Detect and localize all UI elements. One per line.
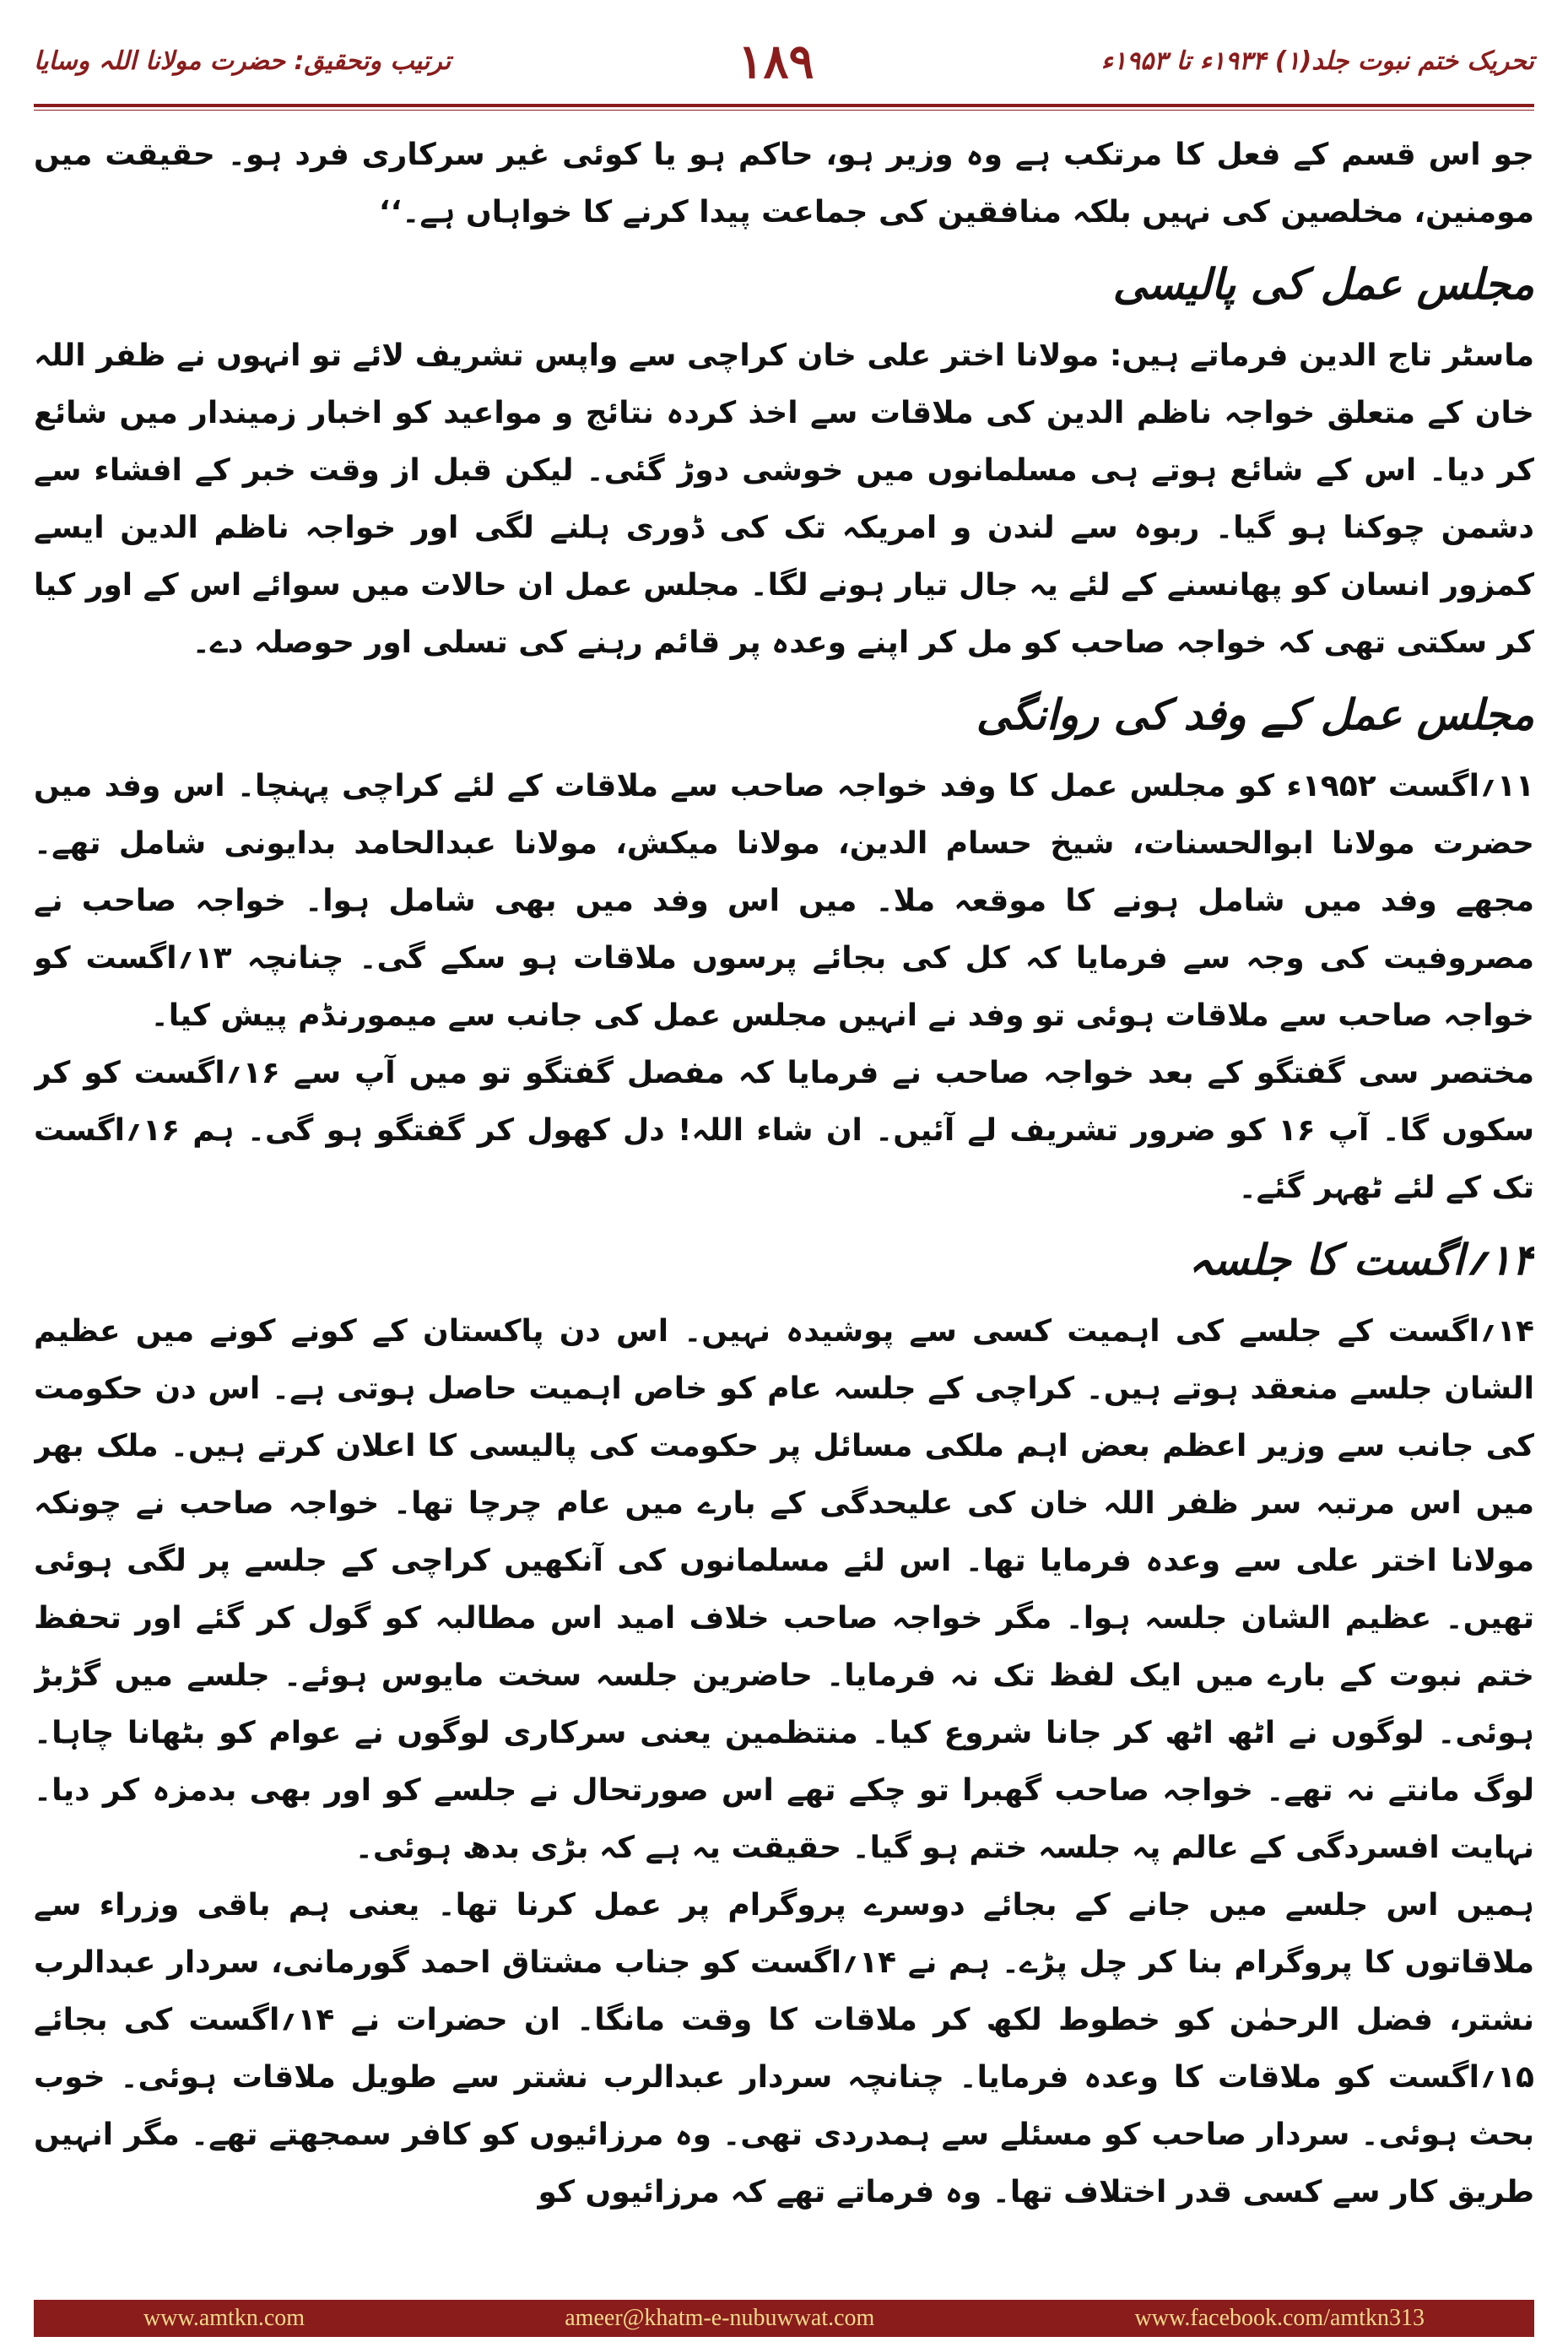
body-paragraph: ہمیں اس جلسے میں جانے کے بجائے دوسرے پروگرام پر عمل کرنا تھا۔ یعنی ہم باقی وزراء سے ملاقاتوں کا پروگرام بنا کر چل پڑے۔ ہم نے ۱۴؍اگست کو جناب مشتاق احمد گورمانی، سردار عبدالرب نشتر، فضل الرحمٰن کو خطوط لکھ کر ملاقات کا وقت مانگا۔ ان حضرات نے ۱۴؍اگست کی بجائے ۱۵؍اگست کو ملاقات کا وعدہ فرمایا۔ چنانچہ سردار عبدالرب نشتر سے طویل ملاقات ہوئی۔ خوب بحث ہوئی۔ سردار صاحب کو مسئلے سے ہمدردی تھی۔ وہ مرزائیوں کو کافر سمجھتے تھے۔ مگر انہیں طریق کار سے کسی قدر اختلاف تھا۔ وہ فرماتے تھے کہ مرزائیوں کو xyxy=(34,1888,1534,2209)
website-link[interactable]: www.amtkn.com xyxy=(143,2305,305,2331)
book-title: تحریک ختم نبوت جلد(۱) ۱۹۳۴ء تا ۱۹۵۳ء xyxy=(1100,46,1534,76)
page-footer xyxy=(34,2300,1534,2337)
page-body xyxy=(34,127,1534,2266)
page-number: ۱۸۹ xyxy=(738,33,814,89)
body-paragraph: مختصر سی گفتگو کے بعد خواجہ صاحب نے فرمایا کہ مفصل گفتگو تو میں آپ سے ۱۶؍اگست کو کر سکوں گا۔ آپ ۱۶ کو ضرور تشریف لے آئیں۔ ان شاء اللہ! دل کھول کر گفتگو ہو گی۔ ہم ۱۶؍اگست تک کے لئے ٹھہر گئے۔ xyxy=(34,1056,1534,1205)
body-paragraph: ماسٹر تاج الدین فرماتے ہیں: مولانا اختر علی خان کراچی سے واپس تشریف لائے تو انہوں نے ظفر اللہ خان کے متعلق خواجہ ناظم الدین کی ملاقات سے اخذ کردہ نتائج و مواعید کو اخبار زمیندار میں شائع کر دیا۔ اس کے شائع ہوتے ہی مسلمانوں میں خوشی دوڑ گئی۔ لیکن قبل از وقت خبر کے افشاء سے دشمن چوکنا ہو گیا۔ ربوہ سے لندن و امریکہ تک کی ڈوری ہلنے لگی اور خواجہ ناظم الدین ایسے کمزور انسان کو پھانسنے کے لئے یہ جال تیار ہونے لگا۔ مجلس عمل ان حالات میں سوائے اس کے اور کیا کر سکتی تھی کہ خواجہ صاحب کو مل کر اپنے وعدہ پر قائم رہنے کی تسلی اور حوصلہ دے۔ xyxy=(34,338,1534,660)
email-link[interactable]: ameer@khatm-e-nubuwwat.com xyxy=(565,2305,875,2331)
body-paragraph: جو اس قسم کے فعل کا مرتکب ہے وہ وزیر ہو، حاکم ہو یا کوئی غیر سرکاری فرد ہو۔ حقیقت میں مومنین، مخلصین کی نہیں بلکہ منافقین کی جماعت پیدا کرنے کا خواہاں ہے۔‘‘ xyxy=(34,138,1534,230)
compiler-credit: ترتیب وتحقیق: حضرت مولانا اللہ وسایا xyxy=(34,46,451,76)
body-paragraph: ۱۴؍اگست کے جلسے کی اہمیت کسی سے پوشیدہ نہیں۔ اس دن پاکستان کے کونے کونے میں عظیم الشان جلسے منعقد ہوتے ہیں۔ کراچی کے جلسہ عام کو خاص اہمیت حاصل ہوتی ہے۔ اس دن حکومت کی جانب سے وزیر اعظم بعض اہم ملکی مسائل پر حکومت کی پالیسی کا اعلان کرتے ہیں۔ ملک بھر میں اس مرتبہ سر ظفر اللہ خان کی علیحدگی کے بارے میں عام چرچا تھا۔ خواجہ صاحب نے چونکہ مولانا اختر علی سے وعدہ فرمایا تھا۔ اس لئے مسلمانوں کی آنکھیں کراچی کے جلسے پر لگی ہوئی تھیں۔ عظیم الشان جلسہ ہوا۔ مگر خواجہ صاحب خلاف امید اس مطالبہ کو گول کر گئے اور تحفظ ختم نبوت کے بارے میں ایک لفظ تک نہ فرمایا۔ حاضرین جلسہ سخت مایوس ہوئے۔ جلسے میں گڑبڑ ہوئی۔ لوگوں نے اٹھ اٹھ کر جانا شروع کیا۔ منتظمین یعنی سرکاری لوگوں نے عوام کو بٹھانا چاہا۔ لوگ مانتے نہ تھے۔ خواجہ صاحب گھبرا تو چکے تھے اس صورتحال نے جلسے کو اور بھی بدمزہ کر دیا۔ نہایت افسردگی کے عالم پہ جلسہ ختم ہو گیا۔ حقیقت یہ ہے کہ بڑی بدھ ہوئی۔ xyxy=(34,1314,1534,1865)
facebook-link[interactable]: www.facebook.com/amtkn313 xyxy=(1134,2305,1425,2331)
body-paragraph: ۱۱؍اگست ۱۹۵۲ء کو مجلس عمل کا وفد خواجہ صاحب سے ملاقات کے لئے کراچی پہنچا۔ اس وفد میں حضرت مولانا ابوالحسنات، شیخ حسام الدین، مولانا میکش، مولانا عبدالحامد بدایونی شامل تھے۔ مجھے وفد میں شامل ہونے کا موقعہ ملا۔ میں اس وفد میں بھی شامل ہوا۔ خواجہ صاحب نے مصروفیت کی وجہ سے فرمایا کہ کل کی بجائے پرسوں ملاقات ہو سکے گی۔ چنانچہ ۱۳؍اگست کو خواجہ صاحب سے ملاقات ہوئی تو وفد نے انہیں مجلس عمل کی جانب سے میمورنڈم پیش کیا۔ xyxy=(34,769,1534,1033)
section-heading: مجلس عمل کی پالیسی xyxy=(1112,260,1534,309)
header-rule-thin xyxy=(34,110,1534,111)
section-heading: مجلس عمل کے وفد کی روانگی xyxy=(976,690,1534,739)
page-header xyxy=(34,17,1534,105)
header-rule xyxy=(34,104,1534,107)
section-heading: ۱۴؍اگست کا جلسہ xyxy=(1188,1236,1534,1285)
